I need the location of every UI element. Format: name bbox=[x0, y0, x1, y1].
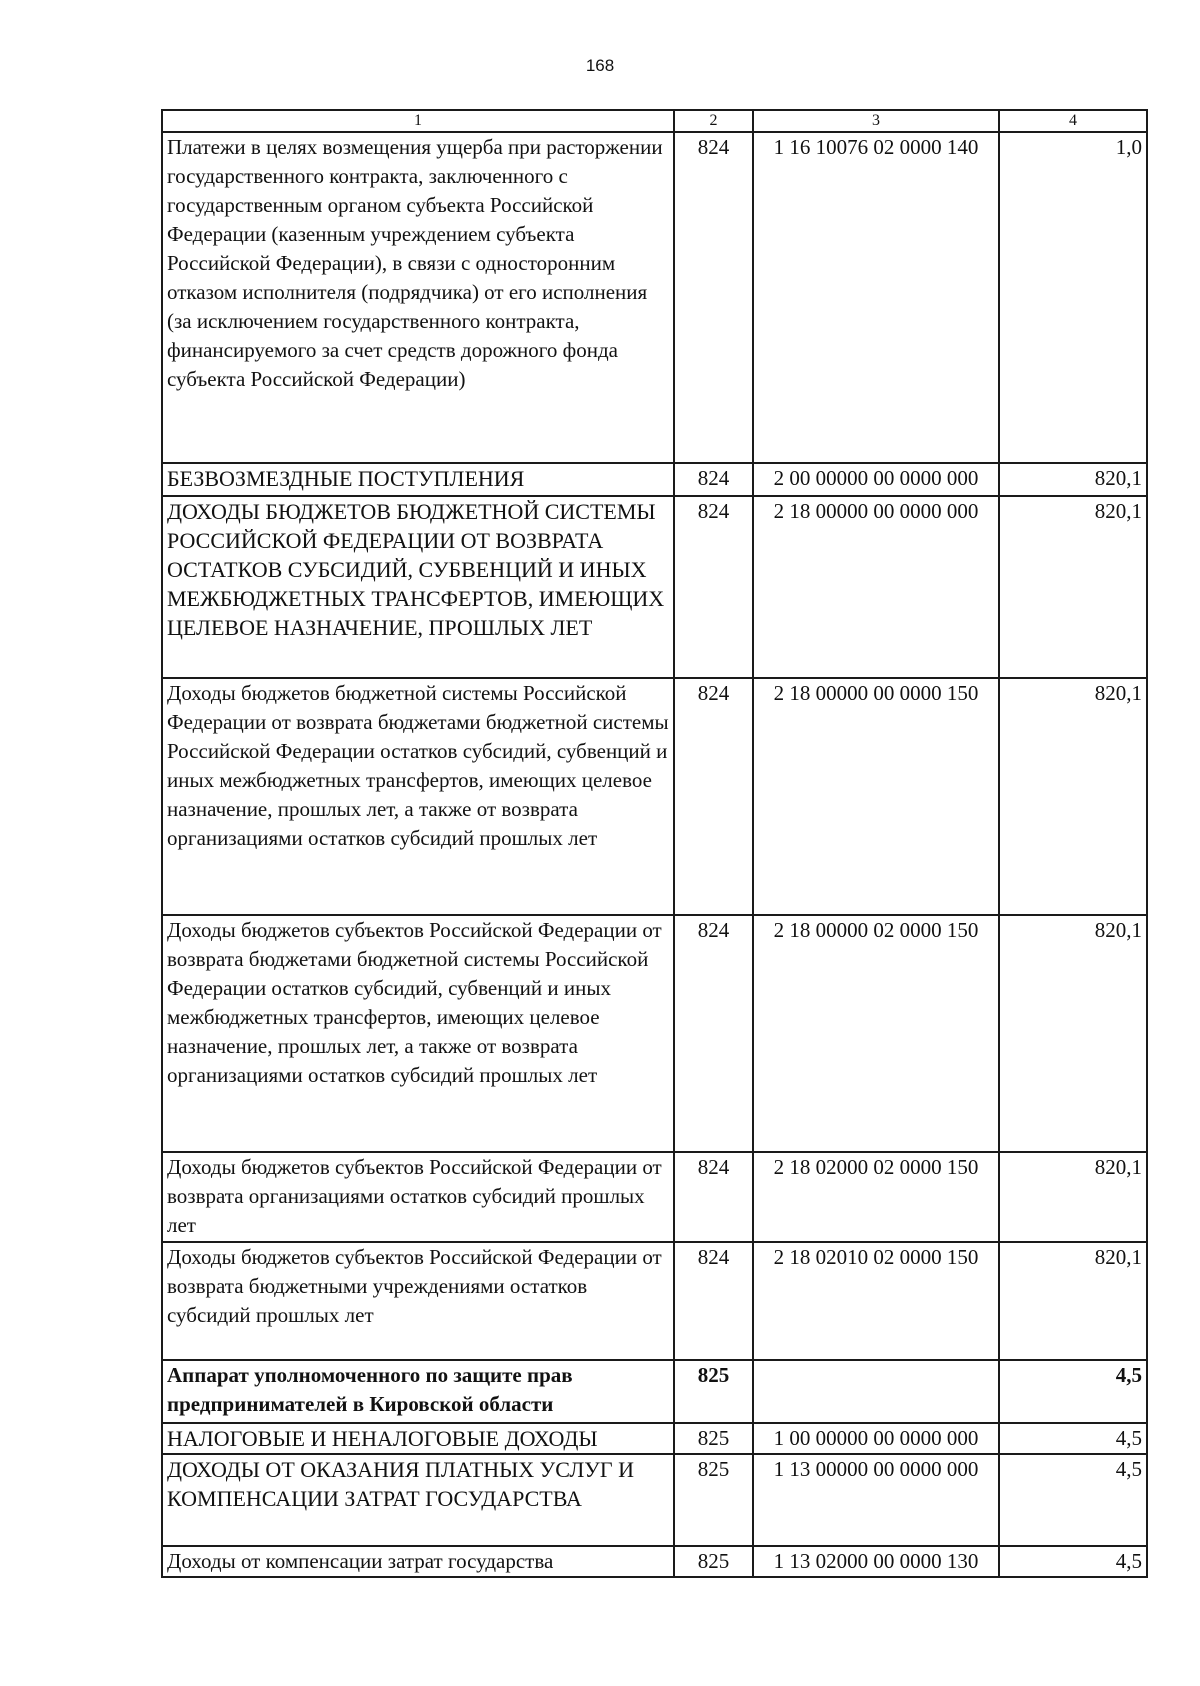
page-number: 168 bbox=[585, 56, 615, 75]
row-name: Доходы от компенсации затрат государства bbox=[162, 1546, 674, 1577]
row-budget-code: 2 18 00000 00 0000 000 bbox=[753, 496, 999, 678]
row-amount: 4,5 bbox=[999, 1546, 1147, 1577]
row-admin-code: 824 bbox=[674, 132, 753, 463]
table-row bbox=[162, 1423, 1147, 1454]
row-name: Аппарат уполномоченного по защите прав предпринимателей в Кировской области bbox=[162, 1360, 674, 1423]
row-budget-code: 1 16 10076 02 0000 140 bbox=[753, 132, 999, 463]
table-header-row bbox=[162, 110, 1147, 132]
table-row bbox=[162, 132, 1147, 463]
row-admin-code: 824 bbox=[674, 915, 753, 1152]
row-admin-code: 824 bbox=[674, 678, 753, 915]
row-name: Доходы бюджетов субъектов Российской Федерации от возврата бюджетами бюджетной системы Российской Федерации остатков субсидий, субвенций и иных межбюджетных трансфертов, имеющих целевое назначение, прошлых лет, а также от возврата организациями остатков субсидий прошлых лет bbox=[162, 915, 674, 1152]
row-budget-code bbox=[753, 1360, 999, 1423]
row-amount: 820,1 bbox=[999, 496, 1147, 678]
column-header: 2 bbox=[674, 110, 753, 132]
row-amount: 820,1 bbox=[999, 915, 1147, 1152]
row-name: Доходы бюджетов субъектов Российской Федерации от возврата бюджетными учреждениями остатков субсидий прошлых лет bbox=[162, 1242, 674, 1360]
table-row bbox=[162, 915, 1147, 1152]
row-amount: 1,0 bbox=[999, 132, 1147, 463]
column-header: 3 bbox=[753, 110, 999, 132]
row-amount: 4,5 bbox=[999, 1454, 1147, 1546]
revenue-table bbox=[161, 109, 1148, 1578]
row-name: БЕЗВОЗМЕЗДНЫЕ ПОСТУПЛЕНИЯ bbox=[162, 463, 674, 496]
row-budget-code: 2 18 00000 02 0000 150 bbox=[753, 915, 999, 1152]
row-budget-code: 1 00 00000 00 0000 000 bbox=[753, 1423, 999, 1454]
row-budget-code: 1 13 02000 00 0000 130 bbox=[753, 1546, 999, 1577]
table-row bbox=[162, 1454, 1147, 1546]
row-name: НАЛОГОВЫЕ И НЕНАЛОГОВЫЕ ДОХОДЫ bbox=[162, 1423, 674, 1454]
row-budget-code: 2 18 02000 02 0000 150 bbox=[753, 1152, 999, 1242]
row-amount: 820,1 bbox=[999, 1152, 1147, 1242]
row-budget-code: 2 00 00000 00 0000 000 bbox=[753, 463, 999, 496]
row-budget-code: 1 13 00000 00 0000 000 bbox=[753, 1454, 999, 1546]
column-header: 4 bbox=[999, 110, 1147, 132]
row-amount: 820,1 bbox=[999, 1242, 1147, 1360]
row-admin-code: 824 bbox=[674, 463, 753, 496]
row-name: Доходы бюджетов бюджетной системы Российской Федерации от возврата бюджетами бюджетной системы Российской Федерации остатков субсидий, субвенций и иных межбюджетных трансфертов, имеющих целевое назначение, прошлых лет, а также от возврата организациями остатков субсидий прошлых лет bbox=[162, 678, 674, 915]
table-row bbox=[162, 1546, 1147, 1577]
row-amount: 4,5 bbox=[999, 1360, 1147, 1423]
table-row bbox=[162, 496, 1147, 678]
row-name: Платежи в целях возмещения ущерба при расторжении государственного контракта, заключенного с государственным органом субъекта Российской Федерации (казенным учреждением субъекта Российской Федерации), в связи с односторонним отказом исполнителя (подрядчика) от его исполнения (за исключением государственного контракта, финансируемого за счет средств дорожного фонда субъекта Российской Федерации) bbox=[162, 132, 674, 463]
row-admin-code: 825 bbox=[674, 1454, 753, 1546]
table-row bbox=[162, 463, 1147, 496]
column-header: 1 bbox=[162, 110, 674, 132]
row-amount: 4,5 bbox=[999, 1423, 1147, 1454]
row-budget-code: 2 18 00000 00 0000 150 bbox=[753, 678, 999, 915]
row-amount: 820,1 bbox=[999, 463, 1147, 496]
table-row bbox=[162, 1242, 1147, 1360]
row-admin-code: 825 bbox=[674, 1360, 753, 1423]
row-name: Доходы бюджетов субъектов Российской Федерации от возврата организациями остатков субсидий прошлых лет bbox=[162, 1152, 674, 1242]
row-admin-code: 825 bbox=[674, 1423, 753, 1454]
row-admin-code: 824 bbox=[674, 496, 753, 678]
row-admin-code: 824 bbox=[674, 1152, 753, 1242]
table-row bbox=[162, 1360, 1147, 1423]
row-name: ДОХОДЫ БЮДЖЕТОВ БЮДЖЕТНОЙ СИСТЕМЫ РОССИЙСКОЙ ФЕДЕРАЦИИ ОТ ВОЗВРАТА ОСТАТКОВ СУБСИДИЙ, СУБВЕНЦИЙ И ИНЫХ МЕЖБЮДЖЕТНЫХ ТРАНСФЕРТОВ, ИМЕЮЩИХ ЦЕЛЕВОЕ НАЗНАЧЕНИЕ, ПРОШЛЫХ ЛЕТ bbox=[162, 496, 674, 678]
row-admin-code: 825 bbox=[674, 1546, 753, 1577]
table-row bbox=[162, 678, 1147, 915]
row-name: ДОХОДЫ ОТ ОКАЗАНИЯ ПЛАТНЫХ УСЛУГ И КОМПЕНСАЦИИ ЗАТРАТ ГОСУДАРСТВА bbox=[162, 1454, 674, 1546]
table-row bbox=[162, 1152, 1147, 1242]
row-admin-code: 824 bbox=[674, 1242, 753, 1360]
row-budget-code: 2 18 02010 02 0000 150 bbox=[753, 1242, 999, 1360]
row-amount: 820,1 bbox=[999, 678, 1147, 915]
